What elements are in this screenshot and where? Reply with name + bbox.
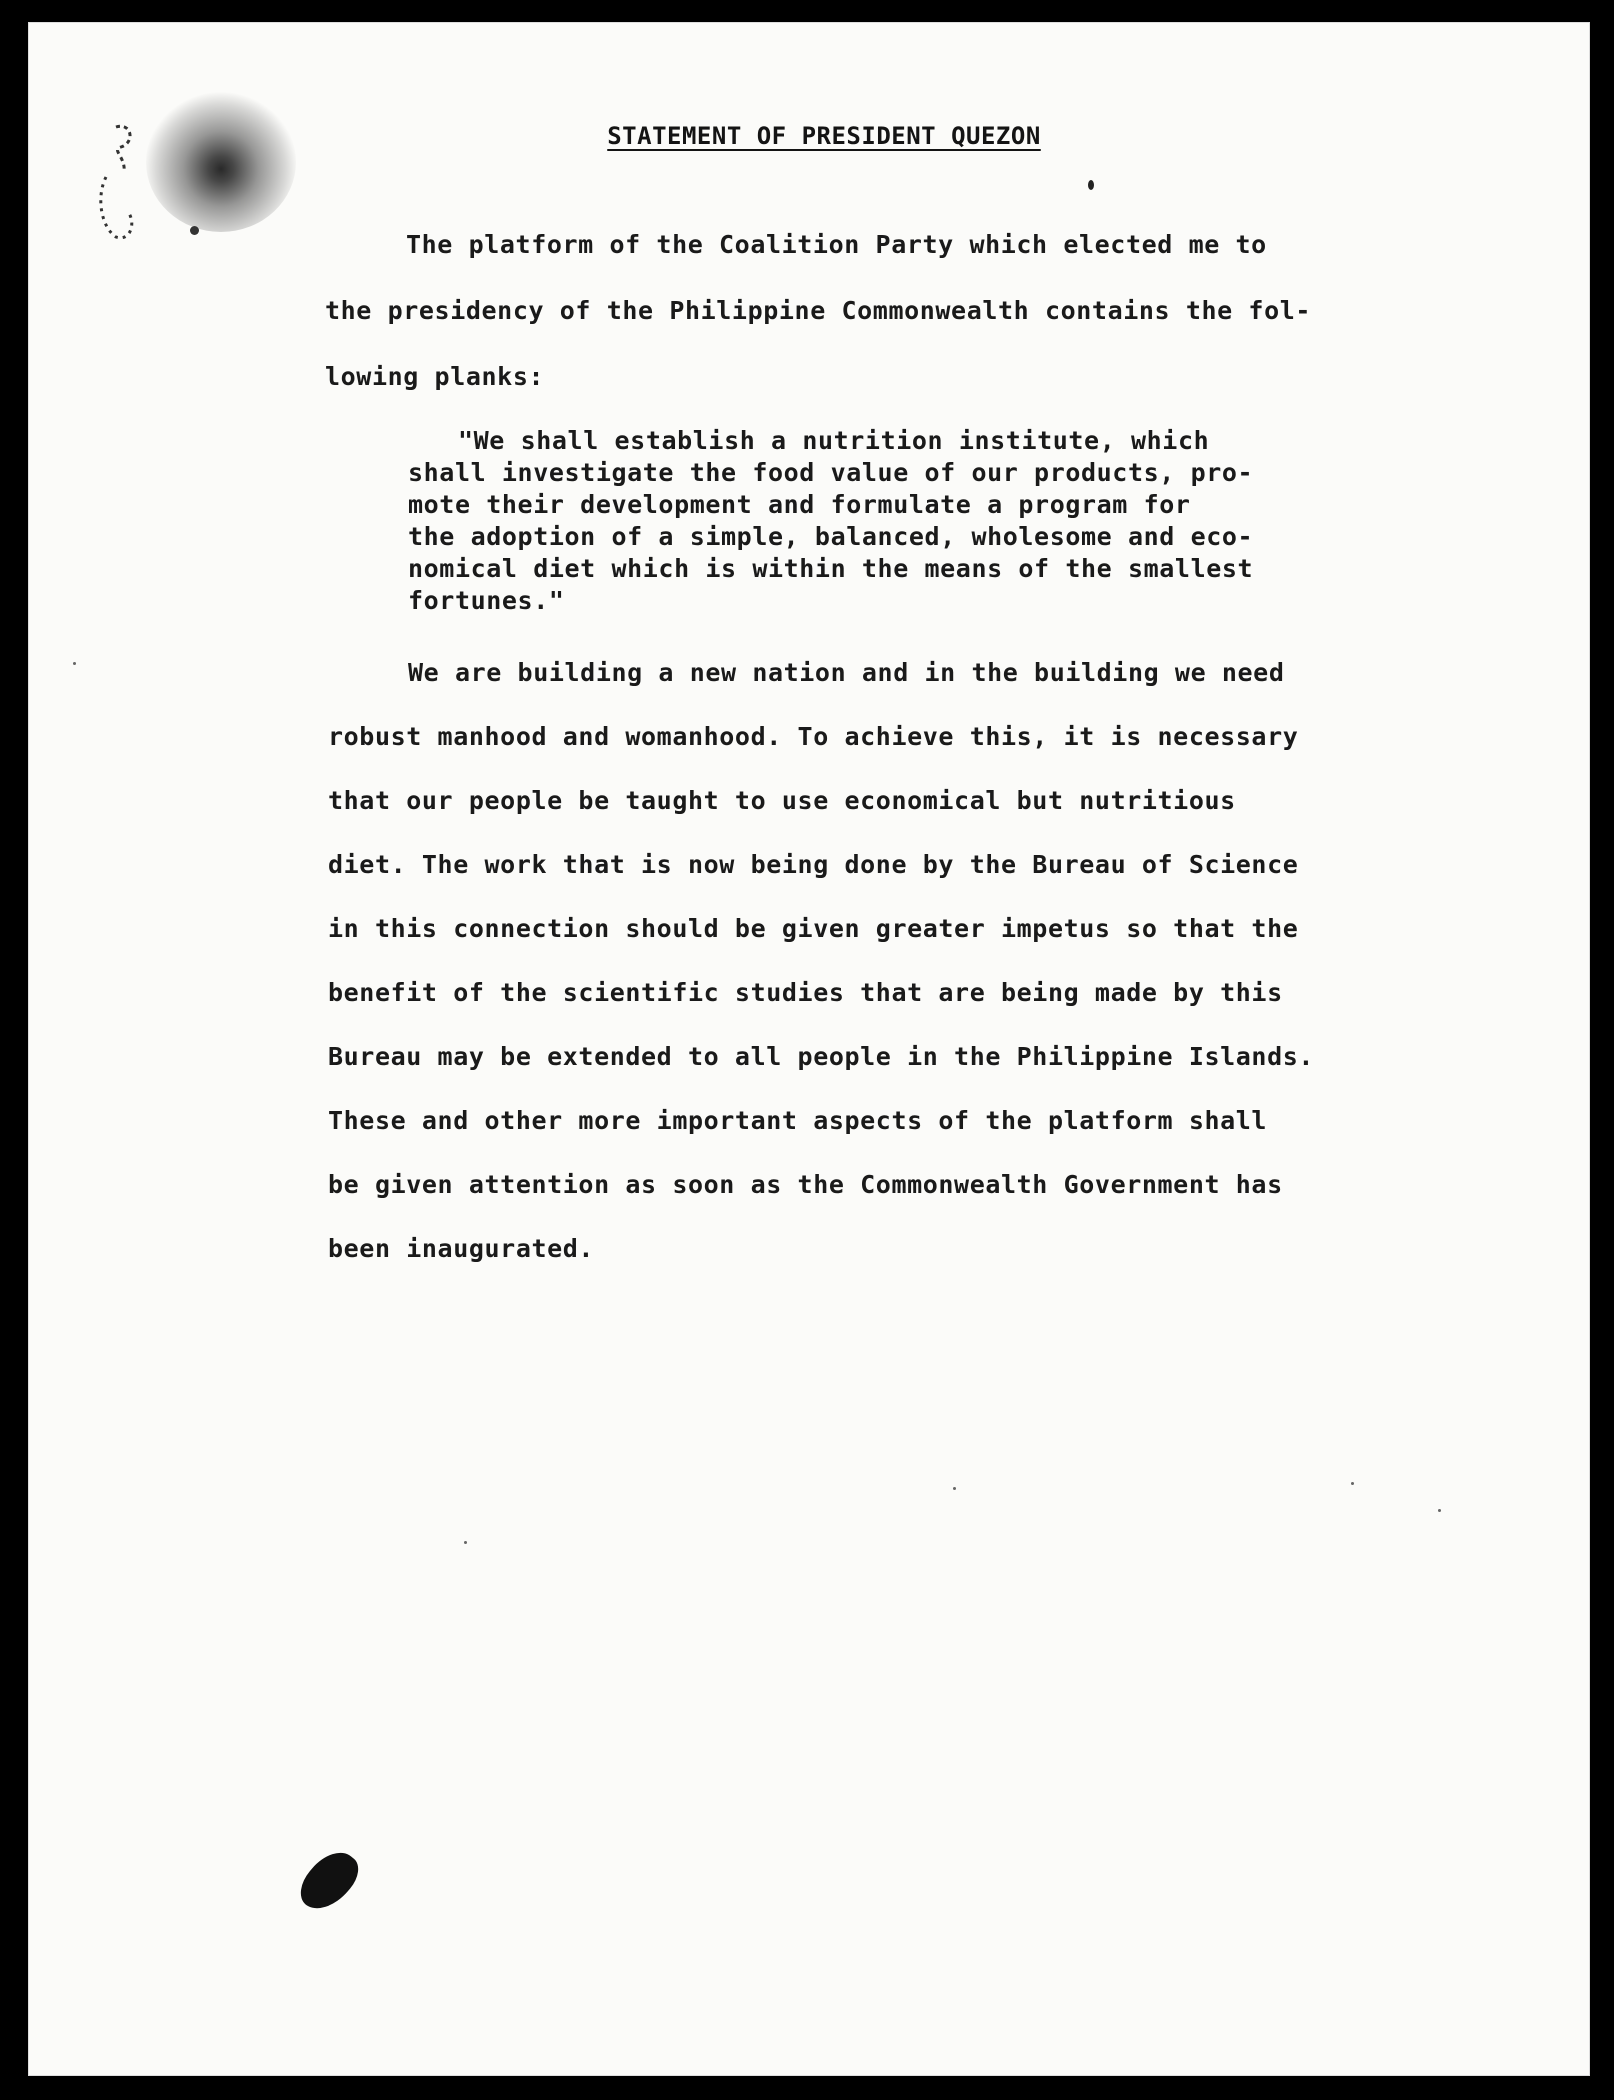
body-line: been inaugurated. xyxy=(328,1234,595,1263)
ink-speck xyxy=(73,662,76,665)
intro-line: lowing planks: xyxy=(325,362,545,391)
ink-speck xyxy=(464,1541,467,1544)
quote-line: nomical diet which is within the means of the smallest xyxy=(408,554,1254,583)
page-title: STATEMENT OF PRESIDENT QUEZON xyxy=(607,122,1041,150)
body-line: diet. The work that is now being done by the Bureau of Science xyxy=(328,850,1299,879)
ink-speck xyxy=(953,1487,956,1490)
ink-speck xyxy=(1351,1482,1354,1485)
quote-line: shall investigate the food value of our products, pro- xyxy=(408,458,1254,487)
ink-dot xyxy=(190,226,199,235)
document-page xyxy=(28,22,1590,2076)
body-line: be given attention as soon as the Commonwealth Government has xyxy=(328,1170,1283,1199)
quote-line: the adoption of a simple, balanced, wholesome and eco- xyxy=(408,522,1254,551)
body-line: that our people be taught to use economical but nutritious xyxy=(328,786,1236,815)
ink-stain xyxy=(146,92,296,232)
body-line: Bureau may be extended to all people in the Philippine Islands. xyxy=(328,1042,1315,1071)
ink-speck xyxy=(1438,1509,1441,1512)
quote-line: mote their development and formulate a program for xyxy=(408,490,1191,519)
intro-line: The platform of the Coalition Party which elected me to xyxy=(406,230,1267,259)
body-line: in this connection should be given greater impetus so that the xyxy=(328,914,1299,943)
body-line: We are building a new nation and in the building we need xyxy=(408,658,1285,687)
body-line: benefit of the scientific studies that are being made by this xyxy=(328,978,1283,1007)
ink-speck xyxy=(1088,180,1094,190)
quote-line: fortunes." xyxy=(408,586,565,615)
ink-blot xyxy=(292,1842,367,1920)
body-line: These and other more important aspects of the platform shall xyxy=(328,1106,1268,1135)
intro-line: the presidency of the Philippine Commonwealth contains the fol- xyxy=(325,296,1312,325)
quote-line: "We shall establish a nutrition institute, which xyxy=(458,426,1210,455)
body-line: robust manhood and womanhood. To achieve this, it is necessary xyxy=(328,722,1299,751)
